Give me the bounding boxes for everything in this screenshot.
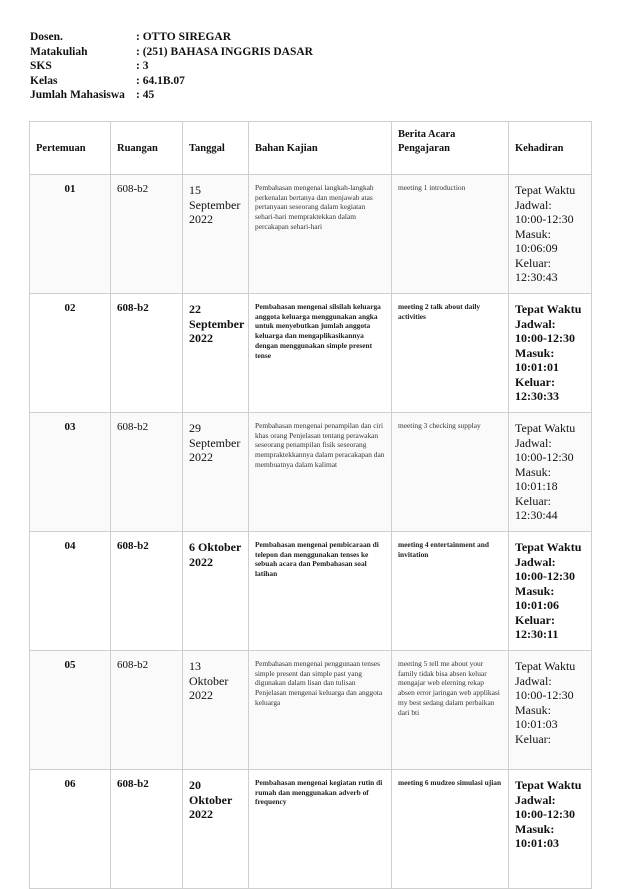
check-out-label: Keluar: [515, 493, 551, 508]
info-row-jumlah-mahasiswa [30, 88, 313, 103]
check-in-label: Masuk: [515, 226, 551, 241]
info-value: : (251) BAHASA INGGRIS DASAR [136, 45, 313, 58]
attendance-status: Tepat Waktu [515, 302, 582, 316]
check-in-time: 10:06:09 [515, 241, 558, 255]
date: 6 Oktober 2022 [183, 532, 249, 651]
schedule-label: Jadwal: [515, 435, 552, 450]
check-out-label: Keluar: [515, 255, 551, 270]
info-label: SKS [30, 60, 52, 73]
table-row [30, 651, 592, 770]
room: 608-b2 [111, 651, 183, 770]
schedule-time: 10:00-12:30 [515, 807, 575, 821]
attendance [509, 651, 592, 770]
date: 20 Oktober 2022 [183, 770, 249, 889]
material: Pembahasan mengenai silsilah keluarga anggota keluarga menggunakan angka untuk menyebutkan jumlah anggota keluarga dan mengaplikasikannya dengan menggunakan simple present tense [249, 294, 392, 413]
schedule-label: Jadwal: [515, 554, 556, 569]
schedule-time: 10:00-12:30 [515, 331, 575, 345]
table-header-row [30, 122, 592, 175]
check-in-label: Masuk: [515, 702, 551, 717]
info-row-matakuliah [30, 45, 313, 60]
info-label: Jumlah Mahasiswa [30, 89, 125, 102]
info-row-dosen [30, 30, 313, 45]
table-row [30, 532, 592, 651]
attendance-status: Tepat Waktu [515, 421, 576, 435]
meeting-number: 01 [30, 175, 111, 294]
header-pertemuan: Pertemuan [30, 122, 111, 175]
attendance-table [29, 121, 592, 889]
teaching-report: meeting 1 introduction [392, 175, 509, 294]
teaching-report: meeting 4 entertainment and invitation [392, 532, 509, 651]
material: Pembahasan mengenai penggunaan tenses simple present dan simple past yang digunakan dalam lisan dan tulisan Penjelasan mengenai keluarga dan anggota keluarga [249, 651, 392, 770]
attendance-status: Tepat Waktu [515, 778, 582, 792]
header-tanggal: Tanggal [183, 122, 249, 175]
teaching-report: meeting 5 tell me about your family tidak bisa absen keluar mengajar web elerning rekap absen error jaringan web applikasi my best sedang dalam perbaikan dari bti [392, 651, 509, 770]
table-row [30, 175, 592, 294]
table-row [30, 770, 592, 889]
check-in-time: 10:01:03 [515, 836, 559, 850]
room: 608-b2 [111, 413, 183, 532]
check-out-time: 12:30:43 [515, 270, 558, 284]
attendance [509, 770, 592, 889]
header-kehadiran: Kehadiran [509, 122, 592, 175]
schedule-label: Jadwal: [515, 197, 552, 212]
meeting-number: 05 [30, 651, 111, 770]
check-out-label: Keluar: [515, 612, 555, 627]
info-value: : OTTO SIREGAR [136, 31, 232, 43]
check-out-label: Keluar: [515, 731, 551, 746]
check-out-label: Keluar: [515, 374, 555, 389]
schedule-time: 10:00-12:30 [515, 212, 574, 226]
check-out-time: 12:30:33 [515, 389, 559, 403]
check-out-time: 12:30:44 [515, 508, 558, 522]
date: 15 September 2022 [183, 175, 249, 294]
check-in-label: Masuk: [515, 583, 555, 598]
teaching-report: meeting 2 talk about daily activities [392, 294, 509, 413]
material: Pembahasan mengenai kegiatan rutin di rumah dan menggunakan adverb of frequency [249, 770, 392, 889]
table-row [30, 413, 592, 532]
header-bahan-kajian: Bahan Kajian [249, 122, 392, 175]
room: 608-b2 [111, 770, 183, 889]
info-row-kelas [30, 74, 313, 89]
info-value: : 64.1B.07 [136, 74, 185, 87]
course-info-header [30, 30, 313, 103]
room: 608-b2 [111, 294, 183, 413]
info-label: Kelas [30, 74, 58, 87]
date: 22 September 2022 [183, 294, 249, 413]
check-in-time: 10:01:18 [515, 479, 558, 493]
date: 29 September 2022 [183, 413, 249, 532]
material: Pembahasan mengenai pembicaraan di telepon dan menggunakan tenses ke sebuah acara dan Pembahasan soal latihan [249, 532, 392, 651]
check-in-label: Masuk: [515, 464, 551, 479]
material: Pembahasan mengenai langkah-langkah perkenalan bertanya dan menjawab atas pertanyaan seseorang dalam kegiatan sehari-hari mempraktekkan dalam percakapan sehari-hari [249, 175, 392, 294]
schedule-time: 10:00-12:30 [515, 569, 575, 583]
teaching-report: meeting 6 mudzeo simulasi ujian [392, 770, 509, 889]
attendance-status: Tepat Waktu [515, 659, 576, 673]
check-in-label: Masuk: [515, 821, 555, 836]
table-row [30, 294, 592, 413]
material: Pembahasan mengenai penampilan dan ciri khas orang Penjelasan tentang perawakan seseorang penampilan fisik seseorang mempraktekkannya dalam peracakapan dan membuatnya dalam kalimat [249, 413, 392, 532]
check-in-time: 10:01:03 [515, 717, 558, 731]
check-in-time: 10:01:01 [515, 360, 559, 374]
meeting-number: 02 [30, 294, 111, 413]
teaching-report: meeting 3 checking supplay [392, 413, 509, 532]
header-ruangan: Ruangan [111, 122, 183, 175]
attendance [509, 532, 592, 651]
attendance [509, 294, 592, 413]
info-value: : 3 [136, 60, 149, 73]
meeting-number: 03 [30, 413, 111, 532]
meeting-number: 06 [30, 770, 111, 889]
meeting-number: 04 [30, 532, 111, 651]
header-berita-acara: Berita Acara Pengajaran [392, 122, 509, 175]
check-in-label: Masuk: [515, 345, 555, 360]
date: 13 Oktober 2022 [183, 651, 249, 770]
check-out-time: 12:30:11 [515, 627, 559, 641]
check-in-time: 10:01:06 [515, 598, 559, 612]
schedule-label: Jadwal: [515, 316, 556, 331]
attendance [509, 413, 592, 532]
room: 608-b2 [111, 175, 183, 294]
attendance-status: Tepat Waktu [515, 183, 576, 197]
schedule-label: Jadwal: [515, 792, 556, 807]
schedule-time: 10:00-12:30 [515, 450, 574, 464]
schedule-label: Jadwal: [515, 673, 552, 688]
room: 608-b2 [111, 532, 183, 651]
info-value: : 45 [136, 89, 155, 102]
info-label: Matakuliah [30, 45, 88, 58]
info-label: Dosen. [30, 31, 63, 43]
attendance [509, 175, 592, 294]
schedule-time: 10:00-12:30 [515, 688, 574, 702]
attendance-status: Tepat Waktu [515, 540, 582, 554]
info-row-sks [30, 59, 313, 74]
